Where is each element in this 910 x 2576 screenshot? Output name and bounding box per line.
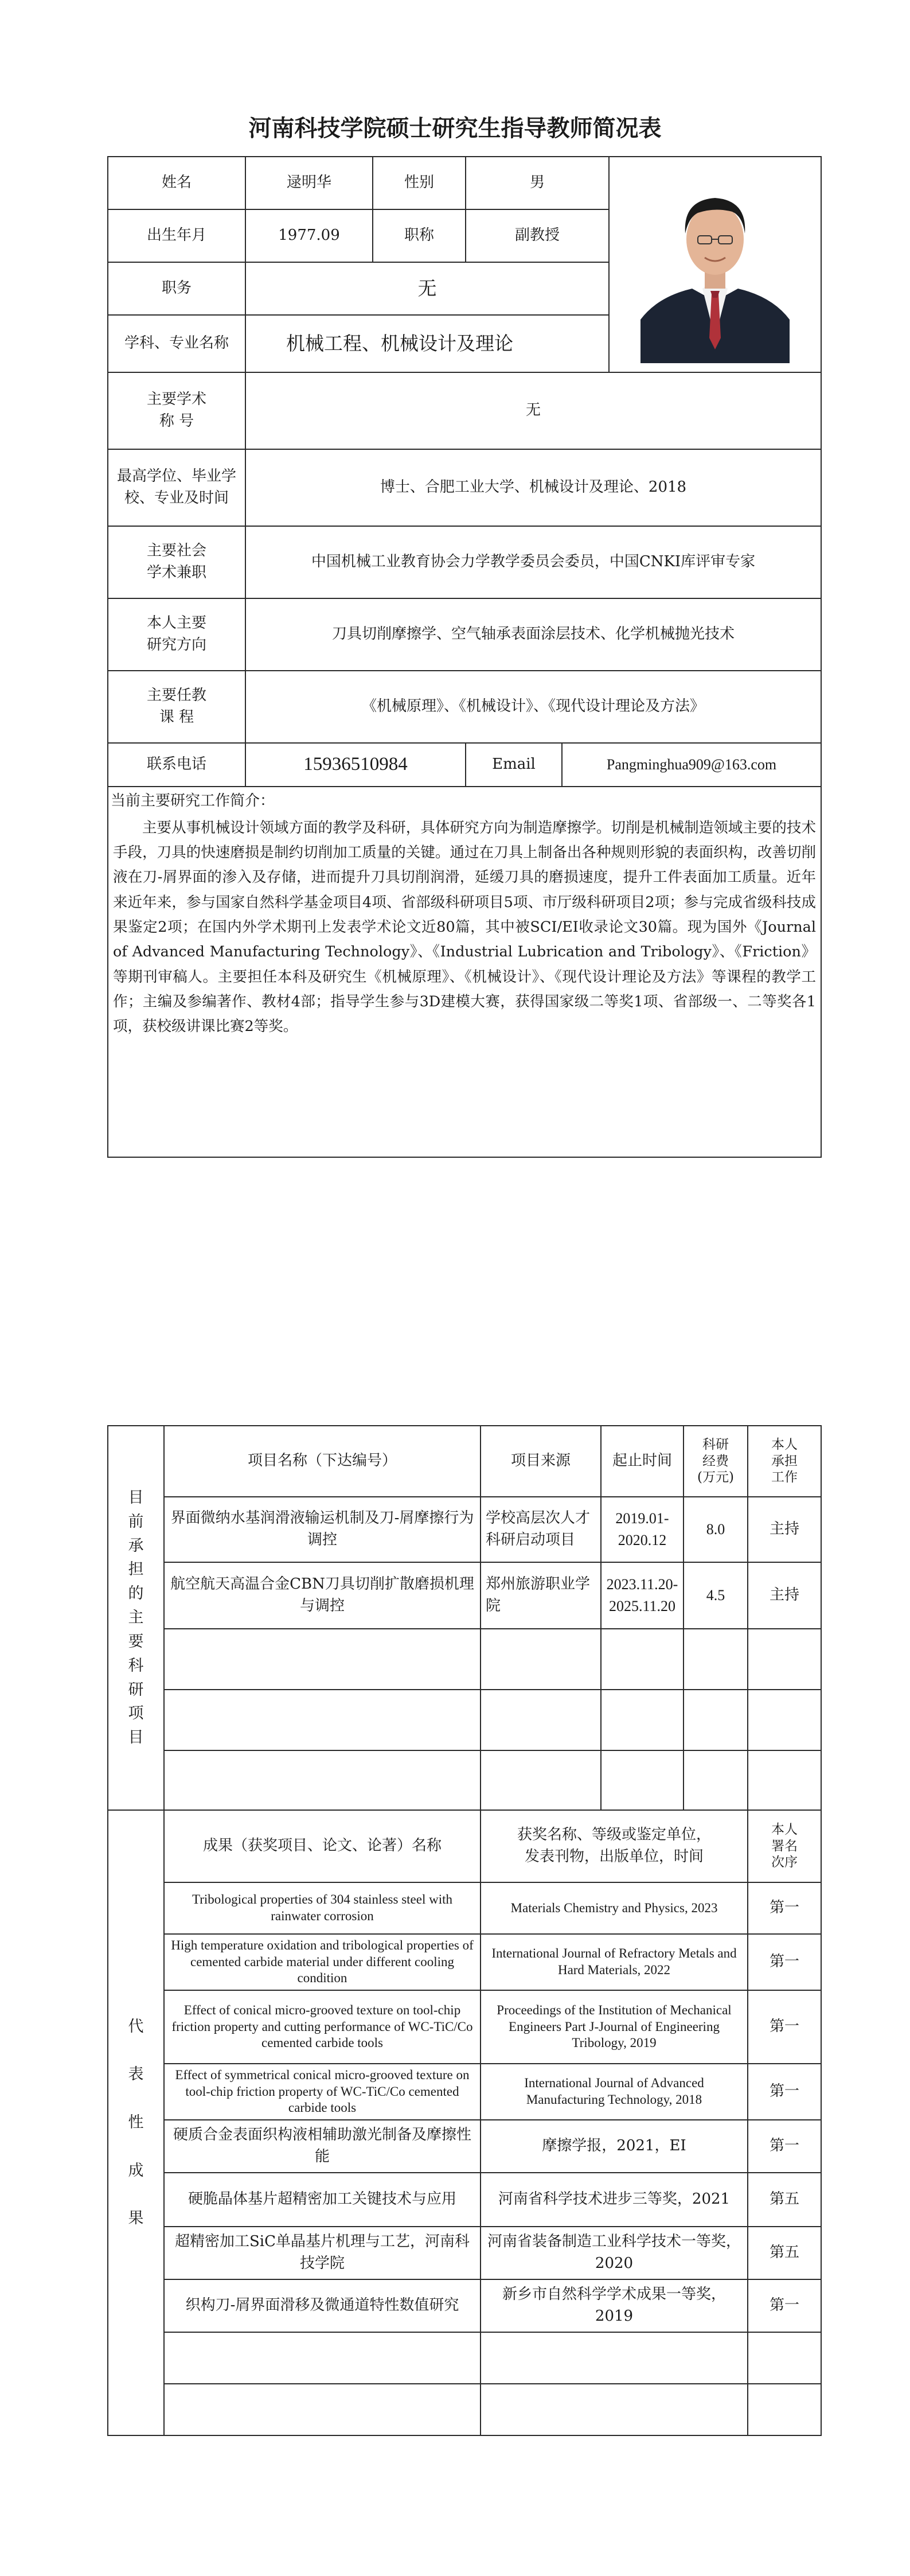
courses-value: 《机械原理》、《机械设计》、《现代设计理论及方法》 xyxy=(245,671,821,743)
project-period: 2019.01-2020.12 xyxy=(601,1497,684,1562)
project-funding: 4.5 xyxy=(684,1562,748,1629)
achievement-name: Effect of symmetrical conical micro-grooved texture on tool-chip friction property of WC-TiC/Co cemented carbide tools xyxy=(164,2064,481,2120)
major-value: 机械工程、机械设计及理论 xyxy=(245,315,609,372)
projects-achievements-table xyxy=(107,1425,822,2436)
achievement-order xyxy=(748,2384,821,2435)
project-name xyxy=(164,1690,481,1750)
achievement-name xyxy=(164,2384,481,2435)
major-label: 学科、专业名称 xyxy=(108,315,245,372)
achievement-name: Effect of conical micro-grooved texture on tool-chip friction property and cutting performance of WC-TiC/Co cemented carbide tools xyxy=(164,1990,481,2064)
projects-header-name: 项目名称（下达编号） xyxy=(164,1426,481,1497)
birth-label: 出生年月 xyxy=(108,209,245,262)
project-row xyxy=(108,1562,821,1629)
rank-value: 副教授 xyxy=(466,209,609,262)
academic-title-value: 无 xyxy=(245,372,821,449)
achievement-venue: 新乡市自然科学学术成果一等奖，2019 xyxy=(481,2279,748,2332)
achievement-venue: 摩擦学报，2021，EI xyxy=(481,2120,748,2173)
project-name xyxy=(164,1750,481,1810)
project-row xyxy=(108,1629,821,1690)
portrait-photo xyxy=(640,166,790,363)
portrait-photo-cell xyxy=(609,157,821,372)
project-period xyxy=(601,1629,684,1690)
achievement-venue: 河南省装备制造工业科学技术一等奖，2020 xyxy=(481,2227,748,2279)
phone-value: 15936510984 xyxy=(245,743,466,787)
achievement-order: 第五 xyxy=(748,2227,821,2279)
research-summary-cell xyxy=(108,787,821,1157)
project-role: 主持 xyxy=(748,1562,821,1629)
achievement-row xyxy=(108,2227,821,2279)
research-direction-value: 刀具切削摩擦学、空气轴承表面涂层技术、化学机械抛光技术 xyxy=(245,598,821,671)
achievement-venue: International Journal of Advanced Manufacturing Technology, 2018 xyxy=(481,2064,748,2120)
achievement-venue xyxy=(481,2384,748,2435)
project-funding xyxy=(684,1750,748,1810)
email-label: Email xyxy=(466,743,562,787)
projects-header-source: 项目来源 xyxy=(481,1426,601,1497)
advisor-info-table xyxy=(107,156,822,1158)
achievement-name: Tribological properties of 304 stainless steel with rainwater corrosion xyxy=(164,1882,481,1934)
achievements-header-order: 本人 署名 次序 xyxy=(748,1810,821,1882)
academic-title-label: 主要学术 称 号 xyxy=(108,372,245,449)
project-row xyxy=(108,1690,821,1750)
achievement-venue: International Journal of Refractory Metals and Hard Materials, 2022 xyxy=(481,1934,748,1990)
project-row xyxy=(108,1497,821,1562)
courses-label: 主要任教 课 程 xyxy=(108,671,245,743)
achievement-name: 硬质合金表面织构液相辅助激光制备及摩擦性能 xyxy=(164,2120,481,2173)
achievement-row xyxy=(108,2332,821,2384)
project-role xyxy=(748,1690,821,1750)
achievement-row xyxy=(108,2120,821,2173)
project-source: 郑州旅游职业学院 xyxy=(481,1562,601,1629)
degree-label: 最高学位、毕业学 校、专业及时间 xyxy=(108,449,245,526)
achievement-name: 织构刀-屑界面滑移及微通道特性数值研究 xyxy=(164,2279,481,2332)
research-summary-text: 主要从事机械设计领域方面的教学及科研，具体研究方向为制造摩擦学。切削是机械制造领域主要的技术手段，刀具的快速磨损是制约切削加工质量的关键。通过在刀具上制备出各种规则形貌的表面织构，改善切削液在刀-屑界面的渗入及存储，进而提升刀具切削润滑，延缓刀具的磨损速度，提升工件表面加工质量。近年来近年来，参与国家自然科学基金项目4项、省部级科研项目5项、市厅级科研项目2项；参与完成省级科技成果鉴定2项；在国内外学术期刊上发表学术论文近80篇，其中被SCI/EI收录论文30篇。现为国外《Journal of Advanced Manufacturing Technology》、《Industrial Lubrication and Tribology》、《Friction》等期刊审稿人。主要担任本科及研究生《机械原理》、《机械设计》、《现代设计理论及方法》等课程的教学工作；主编及参编著作、教材4部；指导学生参与3D建模大赛，获得国家级二等奖1项、省部级一、二等奖各1项，获校级讲课比赛2等奖。 xyxy=(113,819,817,1036)
achievement-order: 第一 xyxy=(748,1882,821,1934)
achievement-row xyxy=(108,1882,821,1934)
achievements-header-venue: 获奖名称、等级或鉴定单位， 发表刊物，出版单位，时间 xyxy=(481,1810,748,1882)
projects-section-label: 目 前 承 担 的 主 要 科 研 项 目 xyxy=(108,1426,164,1810)
achievement-row xyxy=(108,2064,821,2120)
email-value[interactable]: Pangminghua909@163.com xyxy=(562,743,821,787)
achievement-venue: Materials Chemistry and Physics, 2023 xyxy=(481,1882,748,1934)
achievement-row xyxy=(108,2173,821,2227)
achievement-row xyxy=(108,1934,821,1990)
achievement-venue: Proceedings of the Institution of Mechanical Engineers Part J-Journal of Engineering Tribology, 2019 xyxy=(481,1990,748,2064)
achievement-venue xyxy=(481,2332,748,2384)
project-role xyxy=(748,1750,821,1810)
project-name: 界面微纳水基润滑液输运机制及刀-屑摩擦行为调控 xyxy=(164,1497,481,1562)
project-funding xyxy=(684,1629,748,1690)
duty-label: 职务 xyxy=(108,262,245,315)
project-name xyxy=(164,1629,481,1690)
project-source: 学校高层次人才科研启动项目 xyxy=(481,1497,601,1562)
achievements-header-name: 成果（获奖项目、论文、论著）名称 xyxy=(164,1810,481,1882)
achievement-name: 超精密加工SiC单晶基片机理与工艺，河南科技学院 xyxy=(164,2227,481,2279)
project-period: 2023.11.20-2025.11.20 xyxy=(601,1562,684,1629)
duty-value: 无 xyxy=(245,262,609,315)
project-source xyxy=(481,1629,601,1690)
achievement-row xyxy=(108,1990,821,2064)
project-role: 主持 xyxy=(748,1497,821,1562)
name-value: 逯明华 xyxy=(245,157,373,209)
social-role-label: 主要社会 学术兼职 xyxy=(108,526,245,598)
achievements-section-label: 代 表 性 成 果 xyxy=(108,1810,164,2435)
research-direction-label: 本人主要 研究方向 xyxy=(108,598,245,671)
project-role xyxy=(748,1629,821,1690)
achievement-order: 第五 xyxy=(748,2173,821,2227)
achievement-name xyxy=(164,2332,481,2384)
form-title: 河南科技学院硕士研究生指导教师简况表 xyxy=(248,115,662,142)
project-source xyxy=(481,1750,601,1810)
project-funding xyxy=(684,1690,748,1750)
achievement-order: 第一 xyxy=(748,1934,821,1990)
project-source xyxy=(481,1690,601,1750)
projects-header-role: 本人 承担 工作 xyxy=(748,1426,821,1497)
achievement-name: High temperature oxidation and tribological properties of cemented carbide material under different cooling condition xyxy=(164,1934,481,1990)
achievement-name: 硬脆晶体基片超精密加工关键技术与应用 xyxy=(164,2173,481,2227)
projects-header-funding: 科研 经费 (万元) xyxy=(684,1426,748,1497)
achievement-venue: 河南省科学技术进步三等奖，2021 xyxy=(481,2173,748,2227)
name-label: 姓名 xyxy=(108,157,245,209)
achievement-order: 第一 xyxy=(748,2120,821,2173)
birth-value: 1977.09 xyxy=(245,209,373,262)
project-funding: 8.0 xyxy=(684,1497,748,1562)
phone-label: 联系电话 xyxy=(108,743,245,787)
research-summary-heading: 当前主要研究工作简介： xyxy=(111,792,275,810)
projects-header-period: 起止时间 xyxy=(601,1426,684,1497)
gender-label: 性别 xyxy=(373,157,466,209)
achievement-order xyxy=(748,2332,821,2384)
achievement-row xyxy=(108,2384,821,2435)
degree-value: 博士、合肥工业大学、机械设计及理论、2018 xyxy=(245,449,821,526)
social-role-value: 中国机械工业教育协会力学教学委员会委员，中国CNKI库评审专家 xyxy=(245,526,821,598)
project-period xyxy=(601,1690,684,1750)
rank-label: 职称 xyxy=(373,209,466,262)
project-name: 航空航天高温合金CBN刀具切削扩散磨损机理与调控 xyxy=(164,1562,481,1629)
project-period xyxy=(601,1750,684,1810)
achievement-row xyxy=(108,2279,821,2332)
achievement-order: 第一 xyxy=(748,2064,821,2120)
achievement-order: 第一 xyxy=(748,1990,821,2064)
achievement-order: 第一 xyxy=(748,2279,821,2332)
gender-value: 男 xyxy=(466,157,609,209)
project-row xyxy=(108,1750,821,1810)
